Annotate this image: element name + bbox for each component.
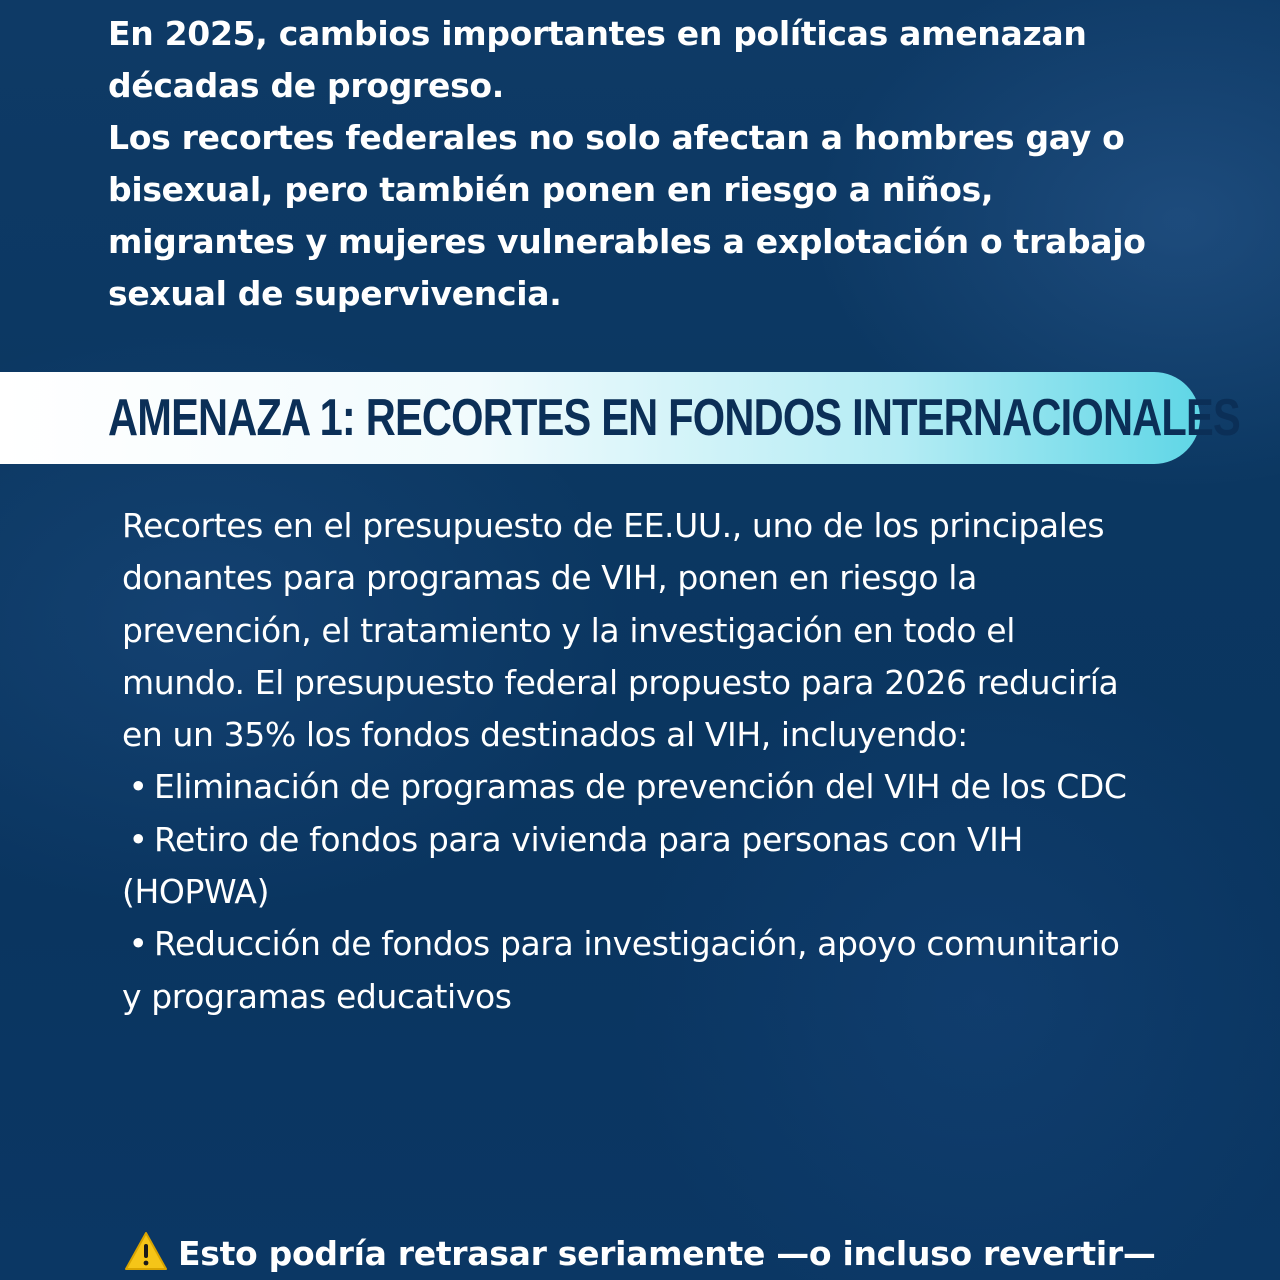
body-paragraph: Recortes en el presupuesto de EE.UU., uno de los principales donantes para programas de VIH, ponen en riesgo la prevención, el tratamiento y la investigación en todo el mundo. El presupuesto federal propuesto para 2026 reduciría en un 35% los fondos destinados al VIH, incluyendo: [122,506,1119,755]
warning-callout [124,1228,1264,1280]
bullet-text: Retiro de fondos para vivienda para personas con VIH (HOPWA) [122,819,1023,912]
bullet-item-1 [122,761,1142,813]
bullet-text: Eliminación de programas de prevención del VIH de los CDC [154,767,1127,807]
bullet-item-3 [122,918,1142,1023]
section-title: AMENAZA 1: RECORTES EN FONDOS INTERNACIONALES [108,389,1240,447]
bullet-dot: • [128,767,148,807]
section-banner [0,372,1240,464]
warning-text: Esto podría retrasar seriamente —o incluso revertir— [178,1234,1156,1273]
bullet-dot: • [128,819,148,859]
intro-line-2: Los recortes federales no solo afectan a hombres gay o bisexual, pero también ponen en riesgo a niños, migrantes y mujeres vulnerables a explotación o trabajo sexual de supervivencia. [108,118,1146,313]
intro-line-1: En 2025, cambios importantes en políticas amenazan décadas de progreso. [108,14,1087,105]
bullet-item-2 [122,814,1142,919]
warning-icon [124,1231,168,1271]
bullet-dot: • [128,924,148,964]
intro-text [108,8,1168,320]
bullet-text: Reducción de fondos para investigación, apoyo comunitario y programas educativos [122,924,1120,1016]
section-body [122,500,1142,1023]
